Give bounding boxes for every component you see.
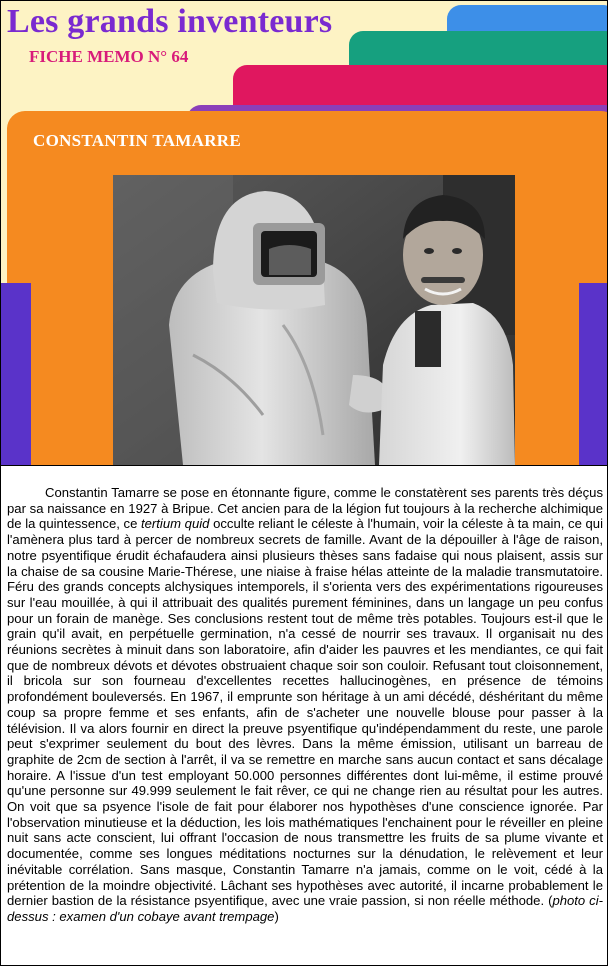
right-side-bar — [579, 283, 607, 465]
page-title: Les grands inventeurs — [7, 3, 333, 40]
inventor-photo — [113, 175, 515, 465]
article-text — [7, 485, 603, 925]
article-term: tertium quid — [141, 516, 210, 532]
article-body-continued: occulte reliant le céleste à l'humain, voir la céleste à ta main, ce qui l'amènera plus tard à percer de nombreux secrets de famille. Avant de la dépouiller à l'âge de raison, notre psyentifique érudit échafaudera ainsi plusieurs thèses sans fadaise qui nous plaisent, assis sur la chaise de sa cousine Marie-Thérese, une niaise à fraise hélas atteinte de la maladie transmutatoire. Féru des grands concepts alchysiques intemporels, il s'orienta vers des expérimentations rigoureuses sur l'eau mouillée, à qui il attribuait des qualités purement féminines, dans un langage un peu confus pour un forain de manège. Ses conclusions restent tout de même très potables. Toujours est-il que le grain qu'il avait, en perpétuelle germination, n'a cessé de nourrir ses travaux. Il organisait nu des réunions secrètes à minuit dans son laboratoire, afin d'aider les pauvres et les mendiantes, ce qui fait que de nombreux dévots et dévotes obstruaient chaque soir son couloir. Refusant tout cloisonnement, il bricola sur son fourneau d'excellentes recettes hallucinogènes, en présence de témoins profondément bouleversés. En 1967, il emprunte son héritage à un ami décédé, déshéritant du même coup sa propre femme et ses enfants, afin de s'acheter une nouvelle blouse pour passer à la télévision. Il va alors fournir en direct la preuve psyentifique qu'indépendamment du reste, une parole peut s'exprimer seulement du bout des lèvres. Dans la même émission, utilisant un barreau de graphite de 2cm de section à l'arrêt, il va se remettre en marche sans aucun contact et sans décalage horaire. A l'issue d'un test employant 50.000 personnes différentes dont lui-même, il estime prouvé qu'une personne sur 49.999 seulement le fait rêver, ce qui ne change rien au résultat pour les autres. On voit que sa psyence l'isole de fait pour élaborer nos hypothèses d'une conscience ignorée. Par l'observation minutieuse et la déduction, les lois mathématiques l'enchainent pour le réveiller en pleine nuit sans acte conscient, lui offrant l'occasion de nous transmettre les fruits de sa plume vivante et documentée, comme ses longues méditations nocturnes sur la dénudation, le relèvement et leur inévitable corrélation. Sans masque, Constantin Tamarre n'a jamais, comme on le voit, cédé à la prétention de la moindre objectivité. Lâchant ses hypothèses avec autorité, il incarne probablement le dernier bastion de la résistance psyentifique, avec une vraie passion, si non réelle méthode. ( — [7, 516, 603, 909]
photo-credit: photo ci-dessus : examen d'un cobaye avant trempage — [7, 893, 603, 924]
inventor-name: CONSTANTIN TAMARRE — [33, 131, 242, 150]
article-closing: ) — [274, 908, 279, 924]
left-side-bar — [1, 283, 31, 465]
header-banner — [1, 1, 607, 466]
memo-number: FICHE MEMO N° 64 — [29, 47, 189, 66]
article-body: Constantin Tamarre se pose en étonnante figure, comme le constatèrent ses parents très déçus par sa naissance en 1927 à Bripue. Cet ancien para de la légion fut toujours à la recherche alchimique de la quintessence, ce — [7, 485, 603, 532]
